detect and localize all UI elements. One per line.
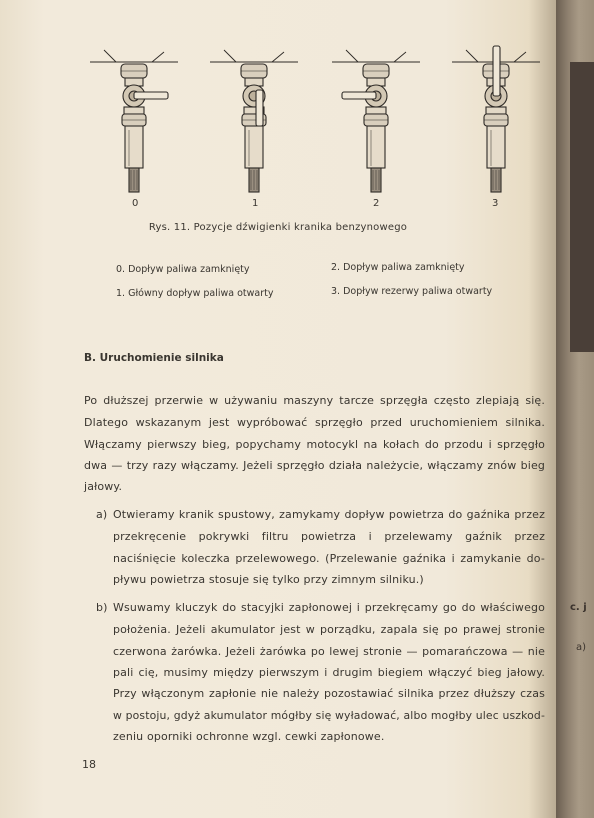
section-heading: B. Uruchomienie silnika	[84, 352, 224, 364]
adjacent-page-fragment-1: c. j	[570, 602, 587, 613]
tap-position-3	[452, 46, 540, 192]
legend-item: 2. Dopływ paliwa zamknięty	[331, 262, 465, 273]
legend-item: 0. Dopływ paliwa zamknięty	[116, 264, 250, 275]
list-item-line: pływu powietrza stosuje się tylko przy zimnym silniku.)	[113, 573, 424, 586]
figure-position-label: 3	[492, 198, 499, 209]
fuel-tap-illustrations	[70, 40, 550, 215]
tap-position-1	[210, 50, 298, 192]
paragraph-line: jałowy.	[84, 480, 123, 493]
paragraph-line: dwa — trzy razy włączamy. Jeżeli sprzęgło działa należycie, włączamy znów bieg	[84, 459, 545, 472]
paragraph-line: Włączamy pierwszy bieg, popychamy motocykl na kołach do przodu i sprzęgło	[84, 438, 545, 451]
paragraph-line: Po dłuższej przerwie w używaniu maszyny tarcze sprzęgła często zlepiają się.	[84, 394, 545, 407]
list-item-line: Wsuwamy kluczyk do stacyjki zapłonowej i przekręcamy go do właściwego	[113, 601, 545, 614]
list-item-line: położenia. Jeżeli akumulator jest w porządku, zapala się po prawej stronie	[113, 623, 545, 636]
list-item-label: b)	[96, 601, 108, 614]
list-item-line: Przy włączonym zapłonie nie należy pozostawiać silnika przez dłuższy czas	[113, 687, 545, 700]
adjacent-page-edge	[556, 0, 594, 818]
figure-position-label: 2	[373, 198, 380, 209]
figure-position-label: 0	[132, 198, 139, 209]
figure-position-label: 1	[252, 198, 259, 209]
list-item-line: w postoju, gdyż akumulator mógłby się wyładować, albo mogłby ulec uszkod-	[113, 709, 545, 722]
list-item-label: a)	[96, 508, 108, 521]
figure-caption: Rys. 11. Pozycje dźwigienki kranika benzynowego	[148, 222, 408, 233]
list-item-line: naciśnięcie koleczka przelewowego. (Przelewanie gaźnika i zamykanie do-	[113, 552, 545, 565]
tap-position-2	[332, 50, 420, 192]
list-item-line: zeniu oporniki ochronne wzgl. cewki zapłonowe.	[113, 730, 385, 743]
adjacent-page-dark-band	[570, 62, 594, 352]
page-number: 18	[82, 758, 96, 771]
adjacent-page-fragment-2: a)	[576, 642, 587, 653]
legend-item: 1. Główny dopływ paliwa otwarty	[116, 288, 274, 299]
list-item-line: czerwona żarówka. Jeżeli żarówka po lewej stronie — pomarańczowa — nie	[113, 645, 545, 658]
tap-position-0	[90, 50, 178, 192]
list-item-line: przekręcenie pokrywki filtru powietrza i przelewamy gaźnik przez	[113, 530, 545, 543]
paragraph-line: Dlatego wskazanym jest wypróbować sprzęgło przed uruchomieniem silnika.	[84, 416, 545, 429]
legend-item: 3. Dopływ rezerwy paliwa otwarty	[331, 286, 493, 297]
list-item-line: Otwieramy kranik spustowy, zamykamy dopływ powietrza do gaźnika przez	[113, 508, 545, 521]
list-item-line: pali cię, musimy między pierwszym i drugim biegiem włączyć bieg jałowy.	[113, 666, 545, 679]
